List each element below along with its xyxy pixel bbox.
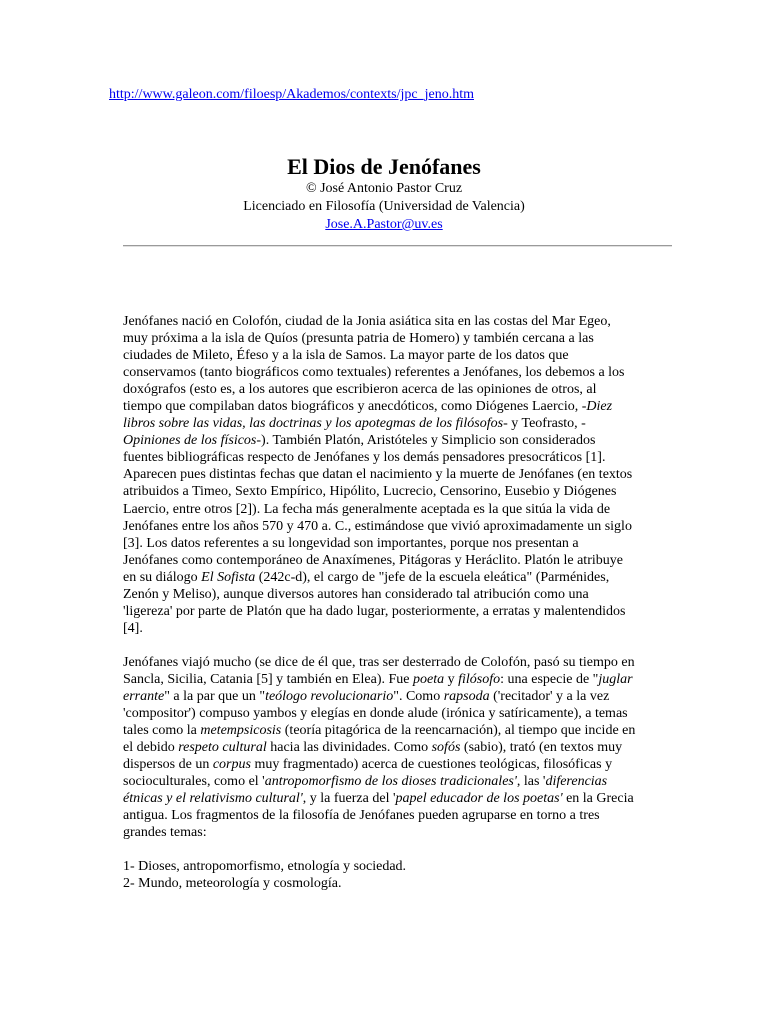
email-link[interactable]: Jose.A.Pastor@uv.es bbox=[325, 217, 443, 232]
text-run: " a la par que un " bbox=[164, 688, 266, 704]
text-run: , y la fuerza del ' bbox=[302, 791, 396, 807]
text-run: : una especie de " bbox=[500, 671, 599, 687]
italic-run: juglar errante bbox=[123, 671, 633, 704]
text-run: hacia las divinidades. Como bbox=[266, 740, 432, 756]
italic-run: papel educador de los poetas' bbox=[395, 791, 563, 807]
article-title: El Dios de Jenófanes bbox=[287, 154, 481, 179]
text-run: Jenófanes viajó mucho (se dice de él que, tras ser desterrado de Colofón, pasó su tiempo en Sancla, Sicilia, Catania [5] y también en Elea). Fue bbox=[123, 654, 635, 687]
article-body bbox=[123, 313, 637, 893]
text-run: ('recitador' y a la vez 'compositor') compuso yambos y elegías en donde alude (irónica y satíricamente), a temas tales como la bbox=[123, 688, 628, 739]
italic-run: diferencias étnicas y el relativismo cultural' bbox=[123, 774, 608, 807]
italic-run: El Sofista bbox=[201, 569, 256, 585]
paragraph-1 bbox=[123, 313, 637, 637]
italic-run: Diez libros sobre las vidas, las doctrinas y los apotegmas de los filósofos- bbox=[123, 399, 613, 432]
italic-run: sofós bbox=[431, 740, 461, 756]
topic-item: 1- Dioses, antropomorfismo, etnología y sociedad. bbox=[123, 859, 407, 875]
text-run: muy fragmentado) acerca de cuestiones teológicas, filosóficas y socioculturales, como el ' bbox=[123, 757, 613, 790]
text-run: ". Como bbox=[393, 688, 444, 704]
text-run: ). También Platón, Aristóteles y Simplicio son considerados fuentes bibliográficas respecto de Jenófanes y los demás pensadores presocráticos [1]. Aparecen pues distintas fechas que datan el nacimiento y la muerte de Jenófanes (en textos atribuidos a Timeo, Sexto Empírico, Hipólito, Lucrecio, Censorino, Eusebio y Diógenes Laercio, entre otros [2]). La fecha más generalmente aceptada es la que sitúa la vida de Jenófanes entre los años 570 y 470 a. C., estimándose que vivió aproximadamente un siglo [3]. Los datos referentes a su longevidad son importantes, porque nos presentan a Jenófanes como contemporáneo de Anaxímenes, Pitágoras y Heráclito. Platón le atribuye en su diálogo bbox=[123, 433, 633, 585]
italic-run: teólogo revolucionario bbox=[265, 688, 394, 704]
text-run: en la Grecia antigua. Los fragmentos de la filosofía de Jenófanes pueden agruparse en torno a tres grandes temas: bbox=[123, 791, 634, 841]
text-run: (242c-d), el cargo de "jefe de la escuela eleática" (Parménides, Zenón y Meliso), aunque diversos autores han considerado tal atribución como una 'ligereza' por parte de Platón que ha dado lugar, posteriormente, a erratas y malentendidos [4]. bbox=[123, 569, 626, 636]
italic-run: filósofo bbox=[458, 671, 501, 687]
article-header bbox=[0, 154, 768, 234]
text-run: , las ' bbox=[516, 774, 546, 790]
italic-run: respeto cultural bbox=[178, 740, 267, 756]
italic-run: rapsoda bbox=[443, 688, 490, 704]
author-line: © José Antonio Pastor Cruz bbox=[305, 181, 463, 196]
italic-run: Opiniones de los físicos- bbox=[123, 433, 262, 449]
source-url-link[interactable]: http://www.galeon.com/filoesp/Akademos/contexts/jpc_jeno.htm bbox=[109, 87, 474, 102]
italic-run: poeta bbox=[413, 671, 445, 687]
italic-run: metempsicosis bbox=[200, 723, 282, 739]
affiliation-line: Licenciado en Filosofía (Universidad de Valencia) bbox=[243, 199, 525, 214]
text-run: Jenófanes nació en Colofón, ciudad de la Jonia asiática sita en las costas del Mar Egeo, muy próxima a la isla de Quíos (presunta patria de Homero) y también cercana a las ciudades de Mileto, Éfeso y a la isla de Samos. La mayor parte de los datos que conservamos (tanto biográficos como textuales) referentes a Jenófanes, los debemos a los doxógrafos (esto es, a los autores que escribieron acerca de las opiniones de otros, al tiempo que compilaban datos biográficos y anecdóticos, como Diógenes Laercio, - bbox=[123, 314, 625, 415]
topic-item: 2- Mundo, meteorología y cosmología. bbox=[123, 876, 342, 892]
text-run: y bbox=[444, 671, 459, 687]
email-line bbox=[0, 216, 768, 234]
text-run: (teoría pitagórica de la reencarnación), al tiempo que incide en el debido bbox=[123, 723, 636, 756]
topics-list bbox=[123, 858, 637, 892]
text-run: (sabio), trató (en textos muy dispersos de un bbox=[123, 740, 623, 773]
header-divider bbox=[123, 245, 672, 247]
text-run: y Teofrasto, - bbox=[507, 416, 586, 432]
paragraph-2 bbox=[123, 654, 637, 842]
italic-run: antropomorfismo de los dioses tradicionales' bbox=[264, 774, 517, 790]
italic-run: corpus bbox=[212, 757, 251, 773]
